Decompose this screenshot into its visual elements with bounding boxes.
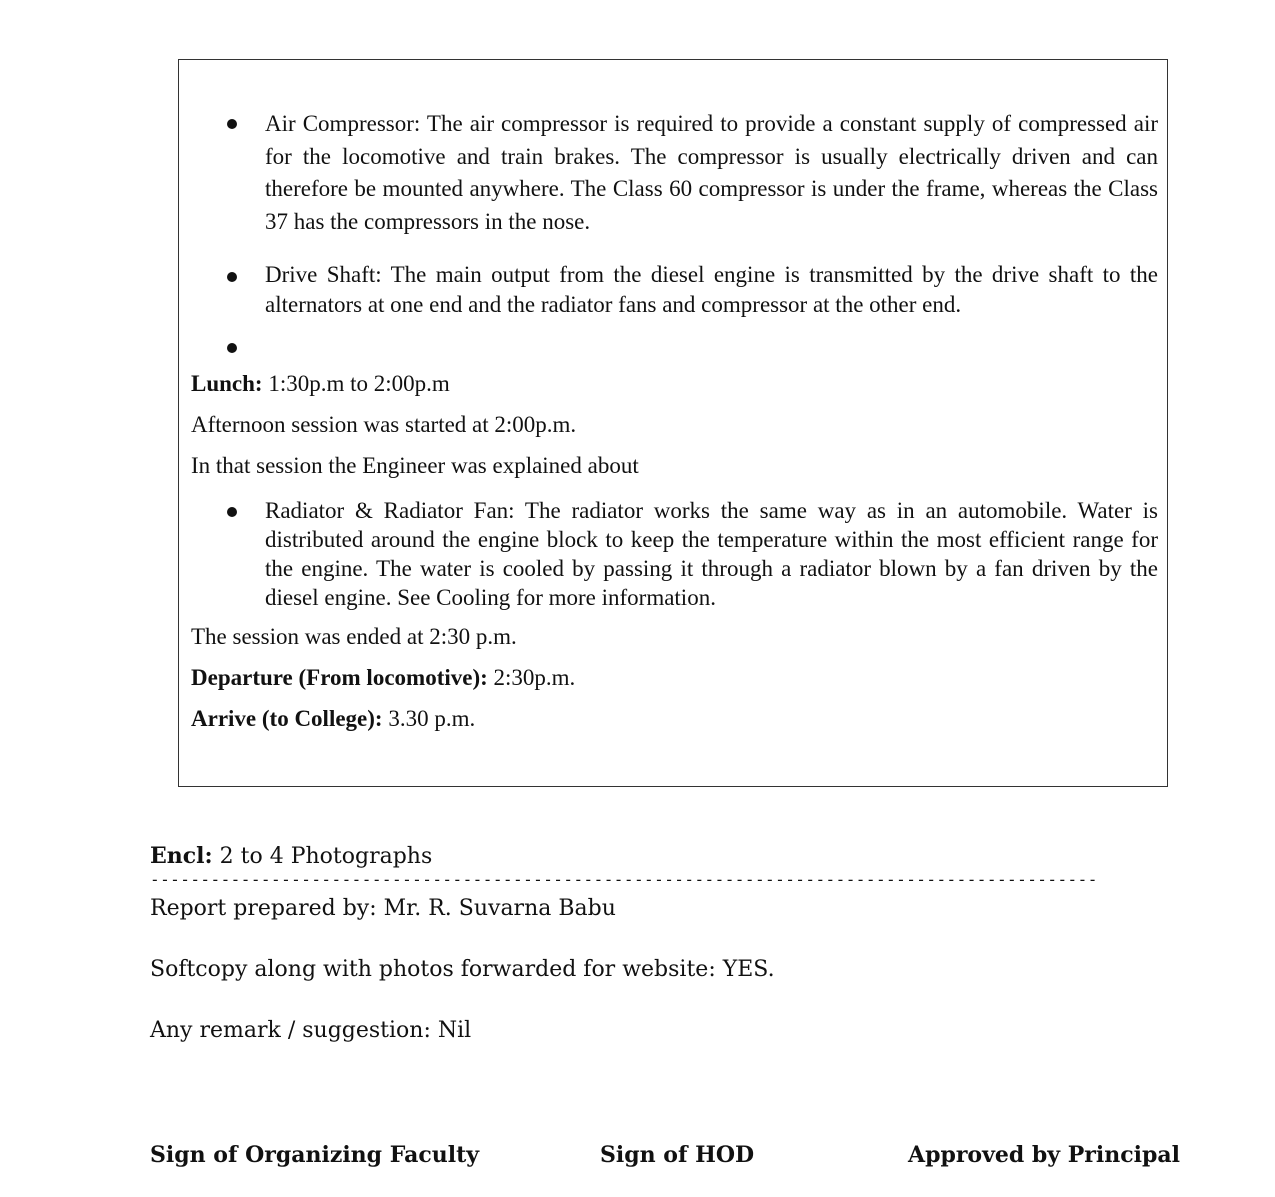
bullet-icon bbox=[227, 272, 237, 282]
bullet-icon bbox=[227, 507, 237, 517]
arrive-label: Arrive (to College): bbox=[191, 706, 383, 731]
remark-line: Any remark / suggestion: Nil bbox=[150, 1018, 472, 1043]
session-details-box bbox=[178, 59, 1168, 787]
session-intro: In that session the Engineer was explained about bbox=[191, 453, 639, 478]
arrive-line bbox=[191, 706, 475, 732]
lunch-line bbox=[191, 371, 450, 397]
departure-value: 2:30p.m. bbox=[487, 665, 576, 690]
sign-faculty: Sign of Organizing Faculty bbox=[150, 1142, 480, 1168]
arrive-value: 3.30 p.m. bbox=[382, 706, 476, 731]
bullet-icon bbox=[227, 343, 237, 353]
bullet-radiator: Radiator & Radiator Fan: The radiator works the same way as in an automobile. Water is distributed around the engine block to keep the temperature within the most efficient range for the engine. The water is cooled by passing it through a radiator blown by a fan driven by the diesel engine. See Cooling for more information. bbox=[265, 498, 1158, 610]
departure-label: Departure (From locomotive): bbox=[191, 665, 488, 690]
divider-line: ---------------------------------------------------------------------------------------------- bbox=[150, 870, 1098, 889]
enclosure-line bbox=[150, 843, 432, 869]
bullet-drive-shaft: Drive Shaft: The main output from the diesel engine is transmitted by the drive shaft to the alternators at one end and the radiator fans and compressor at the other end. bbox=[265, 262, 1158, 317]
departure-line bbox=[191, 665, 575, 691]
lunch-value: 1:30p.m to 2:00p.m bbox=[262, 371, 450, 396]
prepared-by: Report prepared by: Mr. R. Suvarna Babu bbox=[150, 896, 616, 921]
bullet-icon bbox=[227, 119, 237, 129]
session-end: The session was ended at 2:30 p.m. bbox=[191, 624, 517, 649]
lunch-label: Lunch: bbox=[191, 371, 263, 396]
sign-hod: Sign of HOD bbox=[600, 1142, 755, 1168]
bullet-air-compressor: Air Compressor: The air compressor is required to provide a constant supply of compressed air for the locomotive and train brakes. The compressor is usually electrically driven and can therefore be mounted anywhere. The Class 60 compressor is under the frame, whereas the Class 37 has the compressors in the nose. bbox=[265, 111, 1158, 234]
sign-principal: Approved by Principal bbox=[908, 1142, 1180, 1168]
softcopy-line: Softcopy along with photos forwarded for website: YES. bbox=[150, 957, 775, 982]
afternoon-start: Afternoon session was started at 2:00p.m. bbox=[191, 412, 577, 437]
encl-value: 2 to 4 Photographs bbox=[212, 844, 433, 869]
encl-label: Encl: bbox=[150, 843, 213, 869]
